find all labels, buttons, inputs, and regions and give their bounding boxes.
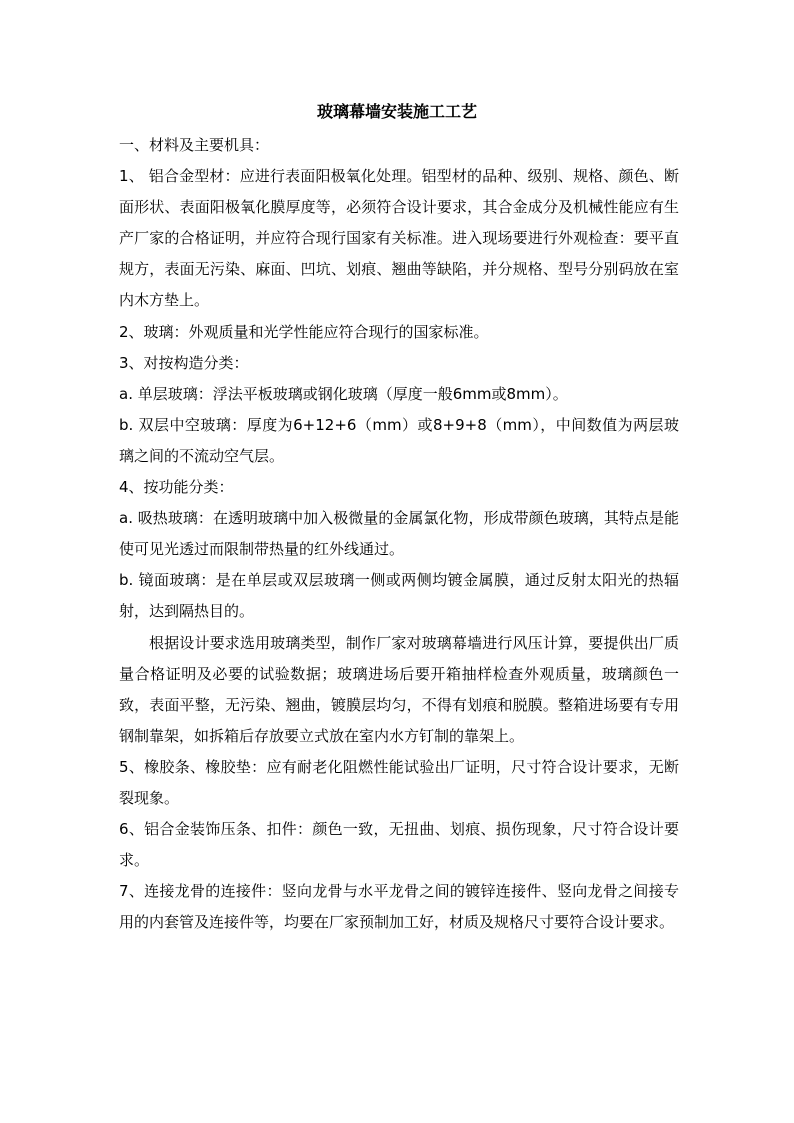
paragraph-aluminum-trim: 6、铝合金装饰压条、扣件：颜色一致，无扭曲、划痕、损伤现象，尺寸符合设计要求。 [119, 820, 679, 870]
paragraph-glass-selection: 根据设计要求选用玻璃类型，制作厂家对玻璃幕墙进行风压计算，要提供出厂质量合格证明及必要的试验数据；玻璃进场后要开箱抽样检查外观质量，玻璃颜色一致，表面平整，无污染、翘曲，镀膜层均匀，不得有划痕和脱膜。整箱进场要有专用钢制靠架，如拆箱后存放要立式放在室内水方钉制的靠架上。 [119, 633, 679, 745]
paragraph-double-hollow-glass: b. 双层中空玻璃：厚度为6+12+6（mm）或8+9+8（mm），中间数值为两层玻璃之间的不流动空气层。 [119, 415, 679, 465]
paragraph-structure-classification: 3、对按构造分类： [119, 353, 249, 372]
paragraph-aluminum-profiles: 1、 铝合金型材：应进行表面阳极氧化处理。铝型材的品种、级别、规格、颜色、断面形状、表面阳极氧化膜厚度等，必须符合设计要求，其合金成分及机械性能应有生产厂家的合格证明，并应符合现行国家有关标准。进入现场要进行外观检查：要平直规方，表面无污染、麻面、凹坑、划痕、翘曲等缺陷，并分规格、型号分别码放在室内木方垫上。 [119, 167, 679, 310]
paragraph-rubber-strips: 5、橡胶条、橡胶垫：应有耐老化阻燃性能试验出厂证明，尺寸符合设计要求，无断裂现象。 [119, 757, 679, 807]
paragraph-function-classification: 4、按功能分类： [119, 478, 234, 497]
paragraph-mirror-glass: b. 镜面玻璃：是在单层或双层玻璃一侧或两侧均镀金属膜，通过反射太阳光的热辐射，达到隔热目的。 [119, 571, 679, 621]
section-heading-materials: 一、材料及主要机具： [119, 136, 270, 154]
paragraph-heat-absorbing-glass: a. 吸热玻璃：在透明玻璃中加入极微量的金属氯化物，形成带颜色玻璃，其特点是能使可见光透过而限制带热量的红外线通过。 [119, 509, 679, 559]
paragraph-glass: 2、玻璃：外观质量和光学性能应符合现行的国家标准。 [119, 322, 489, 341]
paragraph-keel-connectors: 7、连接龙骨的连接件：竖向龙骨与水平龙骨之间的镀锌连接件、竖向龙骨之间接专用的内套管及连接件等，均要在厂家预制加工好，材质及规格尺寸要符合设计要求。 [119, 882, 679, 932]
paragraph-single-glass: a. 单层玻璃：浮法平板玻璃或钢化玻璃（厚度一般6mm或8mm）。 [119, 384, 568, 403]
document-title: 玻璃幕墙安装施工工艺 [316, 102, 477, 121]
document-body [119, 130, 679, 938]
